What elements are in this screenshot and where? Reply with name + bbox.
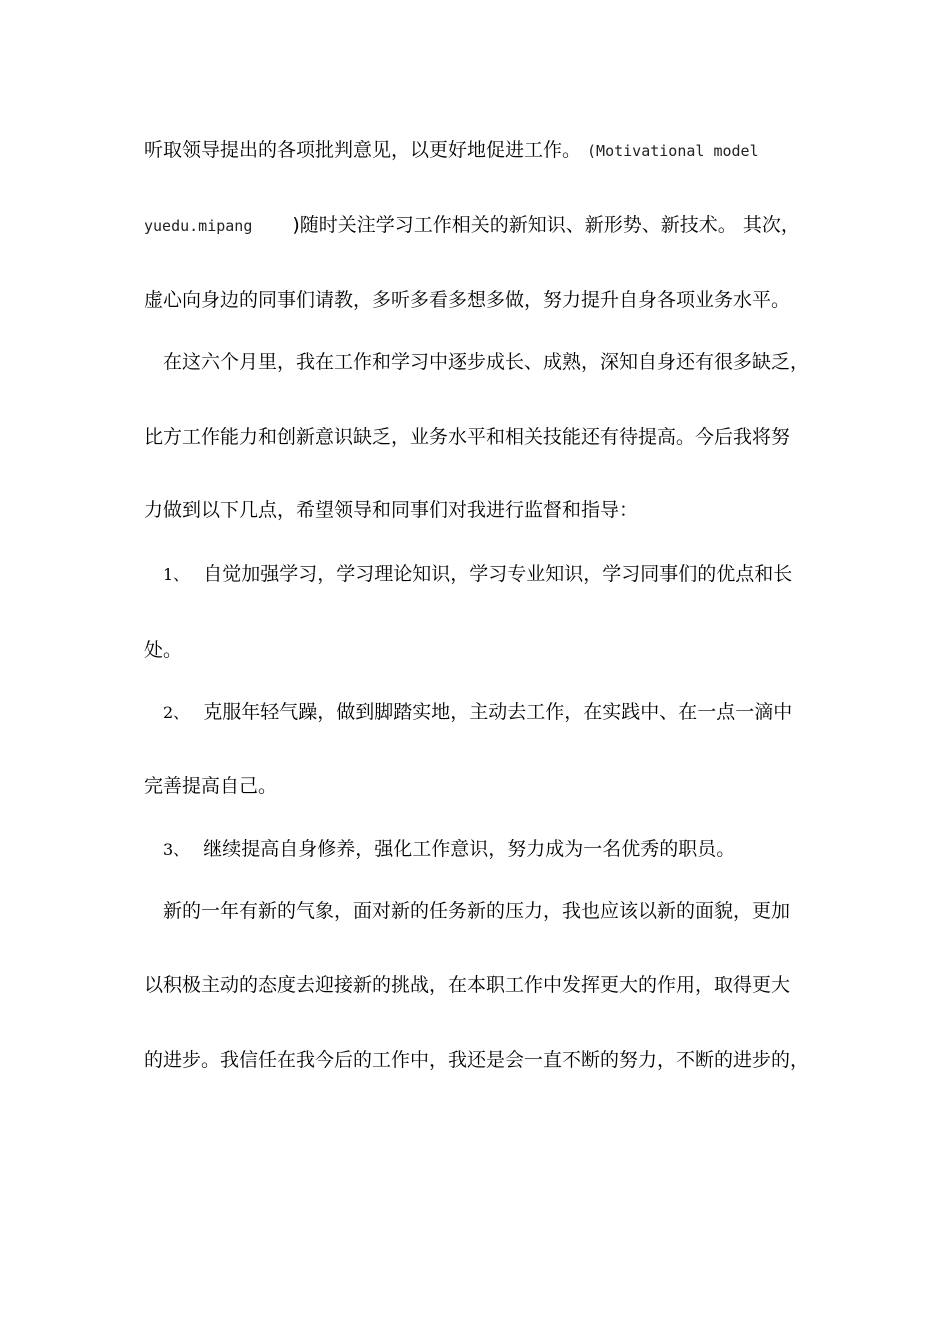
- paragraph-line: 的进步。我信任在我今后的工作中，我还是会一直不断的努力，不断的进步的，: [144, 1049, 810, 1071]
- list-item: [163, 829, 809, 869]
- paragraph-line: 虚心向身边的同事们请教，多听多看多想多做，努力提升自身各项业务水平。: [144, 289, 791, 311]
- watermark-text: (Motivational model: [587, 142, 759, 160]
- body-text: )随时关注学习工作相关的新知识、新形势、新技术。 其次，: [292, 214, 800, 236]
- list-text: 继续提高自身修养，强化工作意识，努力成为一名优秀的职员。: [203, 838, 736, 860]
- paragraph-line: 新的一年有新的气象，面对新的任务新的压力，我也应该以新的面貌，更加: [163, 900, 791, 922]
- list-text: 克服年轻气躁，做到脚踏实地，主动去工作，在实践中、在一点一滴中: [203, 701, 793, 723]
- list-number: 3、: [163, 840, 190, 859]
- paragraph-line: 在这六个月里，我在工作和学习中逐步成长、成熟，深知自身还有很多缺乏，: [163, 351, 810, 373]
- body-text: 听取领导提出的各项批判意见，以更好地促进工作。: [144, 139, 582, 161]
- paragraph-line: 完善提高自己。: [144, 775, 278, 797]
- list-text: 自觉加强学习，学习理论知识，学习专业知识，学习同事们的优点和长: [203, 563, 793, 585]
- list-number: 2、: [163, 703, 190, 722]
- list-item: [163, 692, 809, 732]
- paragraph-line: [144, 130, 809, 170]
- paragraph-line: 处。: [144, 639, 183, 661]
- list-number: 1、: [163, 565, 190, 584]
- watermark-text: yuedu.mipang: [144, 217, 253, 235]
- paragraph-line: 力做到以下几点，希望领导和同事们对我进行监督和指导：: [144, 499, 639, 521]
- paragraph-line: 比方工作能力和创新意识缺乏，业务水平和相关技能还有待提高。今后我将努: [144, 426, 791, 448]
- paragraph-line: [144, 205, 809, 245]
- paragraph-line: 以积极主动的态度去迎接新的挑战，在本职工作中发挥更大的作用，取得更大: [144, 974, 791, 996]
- list-item: [163, 554, 809, 594]
